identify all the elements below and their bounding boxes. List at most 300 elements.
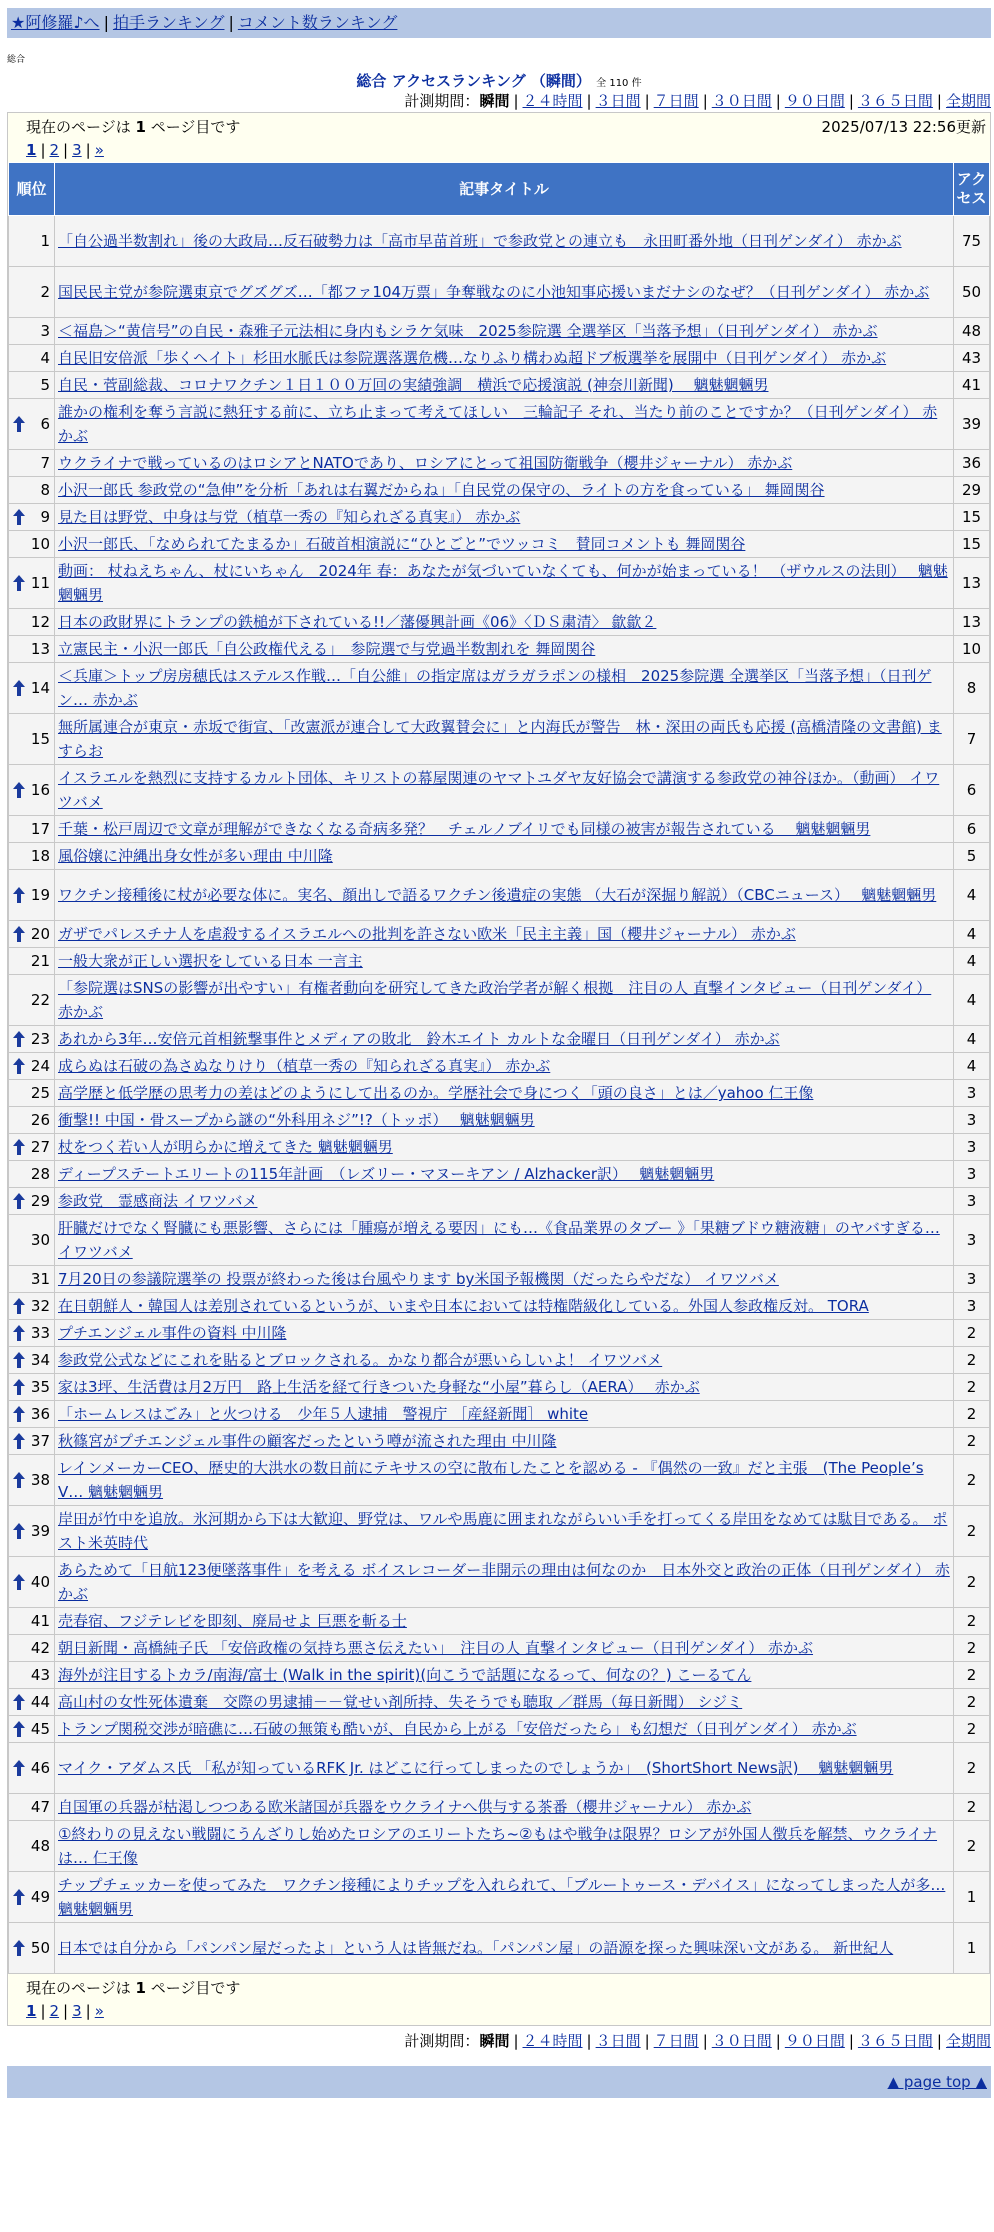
title-cell — [55, 1293, 954, 1320]
article-link[interactable]: レインメーカーCEO、歴史的大洪水の数日前にテキサスの空に散布したことを認める - 『偶然の一致』だと主張 (The People’s V… 魑魅魍魎男 — [58, 1459, 924, 1501]
access-count: 2 — [954, 1506, 990, 1557]
pager-separator: | — [40, 141, 46, 159]
page-info-number: 1 — [135, 118, 146, 136]
rank-cell — [9, 921, 55, 948]
pager-page-link[interactable]: 3 — [72, 141, 82, 159]
rank-number: 32 — [30, 1297, 50, 1315]
access-count: 2 — [954, 1374, 990, 1401]
rank-number: 41 — [30, 1612, 50, 1630]
table-row — [9, 636, 990, 663]
period-link[interactable]: ７日間 — [653, 92, 699, 110]
title-cell — [55, 1872, 954, 1923]
rank-number: 13 — [30, 640, 50, 658]
period-links — [509, 2032, 991, 2050]
rank-cell — [9, 1455, 55, 1506]
rank-cell — [9, 1026, 55, 1053]
access-count: 4 — [954, 1026, 990, 1053]
page-info-text: 現在のページは — [26, 1979, 131, 1997]
rank-number: 14 — [30, 679, 50, 697]
rank-cell — [9, 1320, 55, 1347]
title-cell — [55, 948, 954, 975]
article-link[interactable]: 高学歴と低学歴の思考力の差はどのようにして出るのか。学歴社会で身につく「頭の良さ」とは／yahoo 仁王像 — [58, 1084, 814, 1102]
article-link[interactable]: 参政党 霊感商法 イワツバメ — [58, 1192, 258, 1210]
article-link[interactable]: 「参院選はSNSの影響が出やすい」有権者動向を研究してきた政治学者が解く根拠 注目の人 直撃インタビュー（日刊ゲンダイ） 赤かぶ — [58, 979, 932, 1021]
access-count: 2 — [954, 1716, 990, 1743]
article-link[interactable]: 「自公過半数割れ」後の大政局…反石破勢力は「高市早苗首班」で参政党との連立も 永田町番外地（日刊ゲンダイ） 赤かぶ — [58, 232, 902, 250]
rank-up-arrow-icon — [13, 1760, 25, 1776]
ranking-table — [8, 162, 990, 1974]
access-count: 4 — [954, 975, 990, 1026]
access-count: 2 — [954, 1635, 990, 1662]
table-row — [9, 1635, 990, 1662]
title-cell — [55, 1635, 954, 1662]
pager-top — [26, 141, 972, 159]
title-cell — [55, 1689, 954, 1716]
rank-up-arrow-icon — [13, 1031, 25, 1047]
title-cell — [55, 921, 954, 948]
access-count: 43 — [954, 345, 990, 372]
article-link[interactable]: 秋篠宮がプチエンジェル事件の顧客だったという噂が流された理由 中川隆 — [58, 1432, 557, 1450]
table-row — [9, 1320, 990, 1347]
page-info-text-post: ページ目です — [150, 1979, 241, 1997]
access-count: 6 — [954, 765, 990, 816]
table-row — [9, 1743, 990, 1794]
rank-number: 2 — [40, 283, 50, 301]
access-count: 15 — [954, 531, 990, 558]
table-row — [9, 1662, 990, 1689]
rank-cell — [9, 558, 55, 609]
access-count: 2 — [954, 1743, 990, 1794]
table-row — [9, 450, 990, 477]
access-count: 6 — [954, 816, 990, 843]
table-row — [9, 921, 990, 948]
rank-up-arrow-icon — [13, 887, 25, 903]
rank-cell — [9, 1662, 55, 1689]
top-nav-bar — [7, 8, 991, 38]
article-link[interactable]: ウクライナで戦っているのはロシアとNATOであり、ロシアにとって祖国防衛戦争（櫻井ジャーナル） 赤かぶ — [58, 454, 793, 472]
rank-number: 31 — [30, 1270, 50, 1288]
article-link[interactable]: 日本の政財界にトランプの鉄槌が下されている!!／藩優興計画《06》〈ＤＳ粛清〉 歙歙２ — [58, 613, 657, 631]
table-row — [9, 1455, 990, 1506]
period-link[interactable]: ７日間 — [653, 2032, 699, 2050]
period-separator: | — [513, 2032, 519, 2050]
table-row — [9, 1347, 990, 1374]
title-cell — [55, 975, 954, 1026]
access-count: 4 — [954, 921, 990, 948]
rank-cell — [9, 1428, 55, 1455]
rank-number: 40 — [30, 1573, 50, 1591]
article-link[interactable]: ＜兵庫＞トップ房房穂氏はステルス作戦…「自公維」の指定席はガラガラポンの様相 2025参院選 全選挙区「当落予想」（日刊ゲン… 赤かぶ — [58, 667, 932, 709]
period-link[interactable]: ２４時間 — [522, 92, 583, 110]
table-row — [9, 1821, 990, 1872]
title-cell — [55, 1215, 954, 1266]
ranking-body — [9, 216, 990, 1974]
article-link[interactable]: 日本では自分から「パンパン屋だったよ」という人は皆無だね。「パンパン屋」の語源を探った興味深い文がある。 新世紀人 — [58, 1939, 894, 1957]
period-link[interactable]: ９０日間 — [784, 2032, 845, 2050]
title-cell — [55, 1662, 954, 1689]
rank-cell — [9, 318, 55, 345]
table-row — [9, 372, 990, 399]
article-link[interactable]: 岸田が竹中を追放。氷河期から下は大歓迎、野党は、ワルや馬鹿に囲まれながらいい手を打ってくる岸田をなめては駄目である。 ポスト米英時代 — [58, 1510, 948, 1552]
rank-up-arrow-icon — [13, 575, 25, 591]
rank-cell — [9, 1293, 55, 1320]
article-link[interactable]: 杖をつく若い人が明らかに増えてきた 魑魅魍魎男 — [58, 1138, 393, 1156]
nav-separator: | — [228, 13, 234, 32]
table-row — [9, 1428, 990, 1455]
rank-up-arrow-icon — [13, 1325, 25, 1341]
rank-number: 48 — [30, 1837, 50, 1855]
access-count: 7 — [954, 714, 990, 765]
page-info-number: 1 — [135, 1979, 146, 1997]
access-count: 3 — [954, 1134, 990, 1161]
rank-cell — [9, 477, 55, 504]
home-link[interactable]: ★阿修羅♪へ — [11, 13, 100, 32]
rank-cell — [9, 1635, 55, 1662]
rank-number: 29 — [30, 1192, 50, 1210]
rank-number: 33 — [30, 1324, 50, 1342]
title-cell — [55, 765, 954, 816]
table-row — [9, 609, 990, 636]
access-count: 5 — [954, 843, 990, 870]
pager-current[interactable]: 1 — [26, 141, 37, 159]
access-count: 1 — [954, 1872, 990, 1923]
period-link[interactable]: ３日間 — [595, 92, 641, 110]
article-link[interactable]: 在日朝鮮人・韓国人は差別されているというが、いまや日本においては特権階級化している。外国人参政権反対。 TORA — [58, 1297, 869, 1315]
rank-number: 47 — [30, 1798, 50, 1816]
rank-header: 順位 — [9, 163, 55, 216]
rank-number: 5 — [40, 376, 50, 394]
access-count: 3 — [954, 1080, 990, 1107]
title-cell — [55, 1455, 954, 1506]
access-count: 4 — [954, 948, 990, 975]
rank-up-arrow-icon — [13, 1058, 25, 1074]
access-count: 75 — [954, 216, 990, 267]
access-count: 41 — [954, 372, 990, 399]
period-selector-top — [7, 90, 991, 112]
article-link[interactable]: 国民民主党が参院選東京でグズグズ…「都ファ104万票」争奪戦なのに小池知事応援いまだナシのなぜ？（日刊ゲンダイ） 赤かぶ — [58, 283, 930, 301]
rank-number: 45 — [30, 1720, 50, 1738]
pager-separator: | — [40, 2002, 46, 2020]
rank-number: 30 — [30, 1231, 50, 1249]
rank-cell — [9, 531, 55, 558]
access-count: 2 — [954, 1455, 990, 1506]
article-link[interactable]: 成らぬは石破の為さぬなりけり（植草一秀の『知られざる真実』） 赤かぶ — [58, 1057, 551, 1075]
title-cell — [55, 477, 954, 504]
ranking-panel — [7, 112, 991, 2026]
access-count: 4 — [954, 1053, 990, 1080]
access-count: 48 — [954, 318, 990, 345]
rank-number: 50 — [30, 1939, 50, 1957]
comment-ranking-link[interactable]: コメント数ランキング — [237, 13, 398, 32]
title-cell — [55, 1347, 954, 1374]
article-link[interactable]: 無所属連合が東京・赤坂で街宣、「改憲派が連合して大政翼賛会に」と内海氏が警告 林・深田の両氏も応援 (高橋清隆の文書館) ますらお — [58, 718, 942, 760]
access-count: 3 — [954, 1266, 990, 1293]
rank-number: 24 — [30, 1057, 50, 1075]
table-row — [9, 1053, 990, 1080]
access-count: 39 — [954, 399, 990, 450]
page-info-top — [8, 113, 990, 162]
rank-cell — [9, 714, 55, 765]
rank-number: 1 — [40, 232, 50, 250]
page-info-bottom — [8, 1974, 990, 2025]
table-row — [9, 714, 990, 765]
title-cell — [55, 531, 954, 558]
article-link[interactable]: 売春宿、フジテレビを即刻、廃局せよ 巨悪を斬る士 — [58, 1612, 407, 1630]
period-link[interactable]: 全期間 — [945, 2032, 991, 2050]
rank-number: 20 — [30, 925, 50, 943]
rank-cell — [9, 1557, 55, 1608]
title-cell — [55, 1557, 954, 1608]
table-row — [9, 1794, 990, 1821]
period-current: 瞬間 — [479, 2032, 510, 2050]
article-link[interactable]: 動画： 杖ねえちゃん、杖にいちゃん 2024年 春：あなたが気づいていなくても、何かが始まっている！ （ザウルスの法則） 魑魅魍魎男 — [58, 562, 948, 604]
rank-number: 46 — [30, 1759, 50, 1777]
access-count: 1 — [954, 1923, 990, 1974]
table-row — [9, 267, 990, 318]
rank-up-arrow-icon — [13, 782, 25, 798]
rank-up-arrow-icon — [13, 1193, 25, 1209]
table-row — [9, 1080, 990, 1107]
rank-cell — [9, 504, 55, 531]
title-cell — [55, 345, 954, 372]
access-count: 2 — [954, 1794, 990, 1821]
period-link[interactable]: ３６５日間 — [857, 2032, 933, 2050]
access-count: 36 — [954, 450, 990, 477]
article-link[interactable]: 肝臓だけでなく腎臓にも悪影響、さらには「腫瘍が増える要因」にも…《食品業界のタブー 》「果糖ブドウ糖液糖」のヤバすぎる… イワツバメ — [58, 1219, 940, 1261]
article-link[interactable]: 「ホームレスはごみ」と火つける 少年５人逮捕 警視庁 ［産経新聞］ white — [58, 1405, 589, 1423]
rank-up-arrow-icon — [13, 1940, 25, 1956]
pager-separator: | — [85, 2002, 91, 2020]
article-link[interactable]: 高山村の女性死体遺棄 交際の男逮捕－－覚せい剤所持、失そうでも聴取 ／群馬（毎日新聞） シジミ — [58, 1693, 743, 1711]
rank-number: 25 — [30, 1084, 50, 1102]
article-link[interactable]: 自民・菅副総裁、コロナワクチン１日１００万回の実績強調 横浜で応援演説 (神奈川新聞) 魑魅魍魎男 — [58, 376, 769, 394]
article-link[interactable]: 衝撃!! 中国・骨スープから謎の“外科用ネジ”!?（トッポ） 魑魅魍魎男 — [58, 1111, 535, 1129]
title-cell — [55, 216, 954, 267]
access-count: 3 — [954, 1107, 990, 1134]
rank-up-arrow-icon — [13, 1889, 25, 1905]
title-cell — [55, 1506, 954, 1557]
period-link[interactable]: ２４時間 — [522, 2032, 583, 2050]
article-link[interactable]: ＜福島＞“黄信号”の自民・森雅子元法相に身内もシラケ気味 2025参院選 全選挙区「当落予想」（日刊ゲンダイ） 赤かぶ — [58, 322, 878, 340]
article-link[interactable]: 一般大衆が正しい選択をしている日本 一言主 — [58, 952, 363, 970]
pager-separator: | — [63, 2002, 69, 2020]
table-row — [9, 1506, 990, 1557]
article-link[interactable]: 自民旧安倍派「歩くヘイト」杉田水脈氏は参院選落選危機…なりふり構わぬ超ドブ板選挙を展開中（日刊ゲンダイ） 赤かぶ — [58, 349, 887, 367]
table-row — [9, 1215, 990, 1266]
pager-page-link[interactable]: 3 — [72, 2002, 82, 2020]
rank-up-arrow-icon — [13, 1433, 25, 1449]
article-link[interactable]: 自国軍の兵器が枯渇しつつある欧米諸国が兵器をウクライナへ供与する茶番（櫻井ジャーナル） 赤かぶ — [58, 1798, 752, 1816]
article-link[interactable]: 誰かの権利を奪う言説に熱狂する前に、立ち止まって考えてほしい 三輪記子 それ、当たり前のことですか？（日刊ゲンダイ） 赤かぶ — [58, 403, 938, 445]
title-cell — [55, 372, 954, 399]
title-cell — [55, 450, 954, 477]
title-cell — [55, 1107, 954, 1134]
article-link[interactable]: 朝日新聞・高橋純子氏 「安倍政権の気持ち悪さ伝えたい」 注目の人 直撃インタビュー（日刊ゲンダイ） 赤かぶ — [58, 1639, 814, 1657]
period-separator: | — [775, 92, 781, 110]
table-row — [9, 504, 990, 531]
article-link[interactable]: マイク・アダムス氏 「私が知っているRFK Jr. はどこに行ってしまったのでしょうか」 (ShortShort News訳) 魑魅魍魎男 — [58, 1759, 894, 1777]
rank-cell — [9, 372, 55, 399]
title-cell — [55, 663, 954, 714]
ranking-heading — [7, 70, 991, 90]
rank-cell — [9, 399, 55, 450]
table-row — [9, 345, 990, 372]
table-row — [9, 318, 990, 345]
rank-cell — [9, 216, 55, 267]
page-top-link[interactable]: ▲ page top ▲ — [887, 2073, 987, 2091]
pager-separator: | — [63, 141, 69, 159]
article-link[interactable]: ガザでパレスチナ人を虐殺するイスラエルへの批判を許さない欧米「民主主義」国（櫻井ジャーナル） 赤かぶ — [58, 925, 796, 943]
article-link[interactable]: あらためて「日航123便墜落事件」を考える ボイスレコーダー非開示の理由は何なのか 日本外交と政治の正体（日刊ゲンダイ） 赤かぶ — [58, 1561, 950, 1603]
clap-ranking-link[interactable]: 拍手ランキング — [112, 13, 225, 32]
rank-cell — [9, 1743, 55, 1794]
rank-number: 35 — [30, 1378, 50, 1396]
rank-number: 22 — [30, 991, 50, 1009]
rank-cell — [9, 870, 55, 921]
period-link[interactable]: ３日間 — [595, 2032, 641, 2050]
table-row — [9, 816, 990, 843]
article-link[interactable]: プチエンジェル事件の資料 中川隆 — [58, 1324, 287, 1342]
title-cell — [55, 1716, 954, 1743]
pager-page-link[interactable]: 2 — [49, 141, 60, 159]
period-separator: | — [644, 2032, 650, 2050]
rank-up-arrow-icon — [13, 1406, 25, 1422]
rank-cell — [9, 1608, 55, 1635]
rank-up-arrow-icon — [13, 1721, 25, 1737]
access-count: 13 — [954, 558, 990, 609]
period-separator: | — [644, 92, 650, 110]
period-separator: | — [936, 2032, 942, 2050]
article-link[interactable]: ワクチン接種後に杖が必要な体に。実名、顔出しで語るワクチン後遺症の実態 （大石が深掘り解説）（CBCニュース） 魑魅魍魎男 — [58, 886, 937, 904]
article-link[interactable]: ①終わりの見えない戦闘にうんざりし始めたロシアのエリートたち~②もはや戦争は限界？ロシアが外国人徴兵を解禁、ウクライナは… 仁王像 — [58, 1825, 938, 1867]
rank-up-arrow-icon — [13, 680, 25, 696]
period-link[interactable]: 全期間 — [945, 92, 991, 110]
title-cell — [55, 1428, 954, 1455]
pager-bottom — [26, 2002, 972, 2020]
table-row — [9, 843, 990, 870]
table-row — [9, 1293, 990, 1320]
rank-cell — [9, 267, 55, 318]
title-cell — [55, 714, 954, 765]
rank-number: 39 — [30, 1522, 50, 1540]
article-link[interactable]: 小沢一郎氏 参政党の“急伸”を分析「あれは右翼だからね」「自民党の保守の、ライトの方を食っている」 舞岡関谷 — [58, 481, 825, 499]
title-cell — [55, 1608, 954, 1635]
article-link[interactable]: あれから3年…安倍元首相銃撃事件とメディアの敗北 鈴木エイト カルトな金曜日（日刊ゲンダイ） 赤かぶ — [58, 1030, 780, 1048]
article-link[interactable]: ディープステートエリートの115年計画 （レズリー・マヌーキアン / Alzhacker訳） 魑魅魍魎男 — [58, 1165, 715, 1183]
period-link[interactable]: ３６５日間 — [857, 92, 933, 110]
access-count: 3 — [954, 1293, 990, 1320]
title-cell — [55, 1080, 954, 1107]
title-header: 記事タイトル — [55, 163, 954, 216]
access-header: アクセス — [954, 163, 990, 216]
rank-cell — [9, 1794, 55, 1821]
title-cell — [55, 1188, 954, 1215]
period-link[interactable]: ３０日間 — [711, 92, 772, 110]
pager-current[interactable]: 1 — [26, 2002, 37, 2020]
period-separator: | — [586, 92, 592, 110]
pager-page-link[interactable]: 2 — [49, 2002, 60, 2020]
access-count: 2 — [954, 1428, 990, 1455]
table-row — [9, 1557, 990, 1608]
title-cell — [55, 318, 954, 345]
page-info-text: 現在のページは — [26, 118, 131, 136]
rank-number: 7 — [40, 454, 50, 472]
article-link[interactable]: イスラエルを熱烈に支持するカルト団体、キリストの幕屋関連のヤマトユダヤ友好協会で講演する参政党の神谷ほか。（動画） イワツバメ — [58, 769, 940, 811]
category-label: 総合 — [7, 55, 26, 65]
rank-cell — [9, 1347, 55, 1374]
rank-number: 15 — [30, 730, 50, 748]
pager-next-link[interactable]: » — [94, 141, 104, 159]
title-cell — [55, 1266, 954, 1293]
article-link[interactable]: 海外が注目するトカラ/南海/富士 (Walk in the spirit)(向こうで話題になるって、何なの？) こーるてん — [58, 1666, 752, 1684]
pager-next-link[interactable]: » — [94, 2002, 104, 2020]
rank-number: 26 — [30, 1111, 50, 1129]
rank-number: 36 — [30, 1405, 50, 1423]
period-separator: | — [848, 2032, 854, 2050]
article-link[interactable]: 見た目は野党、中身は与党（植草一秀の『知られざる真実』） 赤かぶ — [58, 508, 521, 526]
article-link[interactable]: 小沢一郎氏、「なめられてたまるか」石破首相演説に“ひとごと”でツッコミ 賛同コメントも 舞岡関谷 — [58, 535, 746, 553]
rank-cell — [9, 1266, 55, 1293]
article-link[interactable]: 7月20日の参議院選挙の 投票が終わった後は台風やります by米国予報機関（だったらやだな） イワツバメ — [58, 1270, 779, 1288]
table-row — [9, 1026, 990, 1053]
period-separator: | — [513, 92, 519, 110]
rank-number: 4 — [40, 349, 50, 367]
rank-up-arrow-icon — [13, 1694, 25, 1710]
rank-cell — [9, 843, 55, 870]
title-cell — [55, 1401, 954, 1428]
article-link[interactable]: 風俗嬢に沖縄出身女性が多い理由 中川隆 — [58, 847, 333, 865]
rank-cell — [9, 1716, 55, 1743]
page-info-text-post: ページ目です — [150, 118, 241, 136]
period-link[interactable]: ９０日間 — [784, 92, 845, 110]
article-link[interactable]: 家は3坪、生活費は月2万円 路上生活を経て行きついた身軽な“小屋”暮らし（AERA） 赤かぶ — [58, 1378, 700, 1396]
rank-number: 11 — [30, 574, 50, 592]
table-row — [9, 531, 990, 558]
access-count: 2 — [954, 1608, 990, 1635]
rank-cell — [9, 975, 55, 1026]
article-link[interactable]: トランプ関税交渉が暗礁に…石破の無策も酷いが、自民から上がる「安倍だったら」も幻想だ（日刊ゲンダイ） 赤かぶ — [58, 1720, 857, 1738]
rank-number: 23 — [30, 1030, 50, 1048]
access-count: 2 — [954, 1557, 990, 1608]
article-link[interactable]: 千葉・松戸周辺で文章が理解ができなくなる奇病多発？ チェルノブイリでも同様の被害が報告されている 魑魅魍魎男 — [58, 820, 871, 838]
rank-up-arrow-icon — [13, 1352, 25, 1368]
rank-cell — [9, 1872, 55, 1923]
rank-cell — [9, 450, 55, 477]
rank-cell — [9, 1821, 55, 1872]
table-row — [9, 1608, 990, 1635]
rank-up-arrow-icon — [13, 1472, 25, 1488]
pager-separator: | — [85, 141, 91, 159]
access-count: 50 — [954, 267, 990, 318]
rank-number: 10 — [30, 535, 50, 553]
page — [7, 8, 991, 2098]
title-cell — [55, 1374, 954, 1401]
table-row — [9, 1266, 990, 1293]
period-link[interactable]: ３０日間 — [711, 2032, 772, 2050]
updated-timestamp: 2025/07/13 22:56更新 — [821, 118, 986, 136]
access-count: 2 — [954, 1320, 990, 1347]
article-link[interactable]: 参政党公式などにこれを貼るとブロックされる。かなり都合が悪いらしいよ！ イワツバメ — [58, 1351, 663, 1369]
article-link[interactable]: 立憲民主・小沢一郎氏「自公政権代える」 参院選で与党過半数割れを 舞岡関谷 — [58, 640, 596, 658]
table-row — [9, 477, 990, 504]
period-separator: | — [775, 2032, 781, 2050]
rank-up-arrow-icon — [13, 926, 25, 942]
table-row — [9, 975, 990, 1026]
title-cell — [55, 816, 954, 843]
rank-up-arrow-icon — [13, 1298, 25, 1314]
table-row — [9, 1401, 990, 1428]
article-link[interactable]: チップチェッカーを使ってみた ワクチン接種によりチップを入れられて、「ブルートゥース・デバイス」になってしまった人が多… 魑魅魍魎男 — [58, 1876, 946, 1918]
